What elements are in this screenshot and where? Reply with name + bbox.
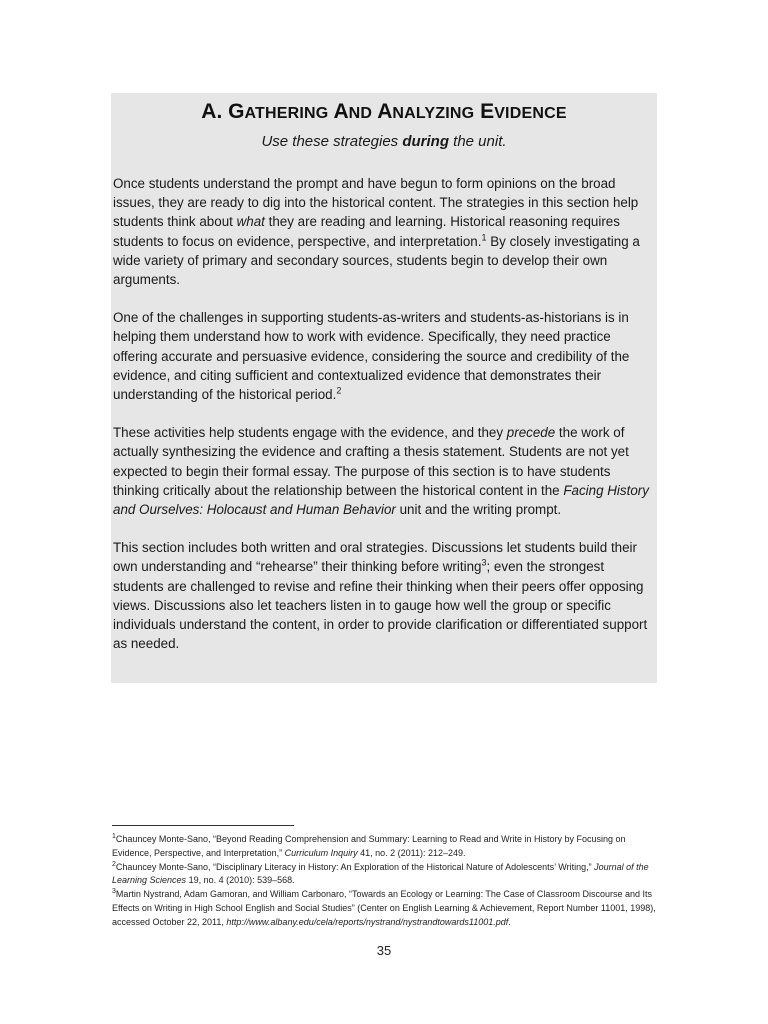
footnote-divider — [112, 825, 294, 826]
footnote-2: $^2$Chauncey Monte-Sano, “Disciplinary Literacy in History: An Exploration of the Historical Nature of Adolescents’ Writing,” Journal of the Learning Sciences 19, no. 4 (2010): 539–568. — [112, 860, 649, 886]
title-prefix: A. — [201, 100, 223, 123]
footnote-3: $^3$Martin Nystrand, Adam Gamoran, and William Carbonaro, “Towards an Ecology or Learning: The Case of Classroom Discourse and Its Effects on Writing in High School English and Social Studies” (Center on English Learning & Achievement, Report Number 11001, 1998), accessed October 22, 2011, http://www.albany.edu/cela/reports/nystrand/nystrandtowards11001.pdf. — [112, 888, 656, 927]
footnote-ref-3[interactable]: 3 — [481, 557, 487, 568]
footnote-ref-2[interactable]: 2 — [336, 385, 342, 396]
paragraph-4: This section includes both written and oral strategies. Discussions let students build their own understanding and “rehearse” their thinking before writing$^3$; even the strongest students are challenged to revise and refine their thinking when their peers offer opposing views. Discussions also let teachers listen in to gauge how well the group or specific individuals understand the content, in order to provide clarification or differentiated support as needed. — [113, 540, 648, 652]
section-subtitle: Use these strategies during the unit. — [261, 133, 507, 150]
page-number: 35 — [376, 943, 392, 958]
paragraph-2: One of the challenges in supporting students-as-writers and students-as-historians is in helping them understand how to work with evidence. Specifically, they need practice offering accurate and persuasive evidence, considering the source and credibility of the evidence, and citing sufficient and contextualized evidence that demonstrates their understanding of the historical period.$^2$ — [113, 310, 630, 403]
section-box — [111, 93, 657, 683]
footnote-1: $^1$Chauncey Monte-Sano, “Beyond Reading Comprehension and Summary: Learning to Read and Write in History by Focusing on Evidence, Perspective, and Interpretation,” Curriculum Inquiry 41, no. 2 (2011): 212–249. — [112, 833, 626, 858]
paragraph-3: These activities help students engage with the evidence, and they precede the work of actually synthesizing the evidence and crafting a thesis statement. Students are not yet expected to begin their formal essay. The purpose of this section is to have students thinking critically about the relationship between the historical content in the Facing History and Ourselves: Holocaust and Human Behavior unit and the writing prompt. — [113, 425, 649, 518]
footnote-ref-1[interactable]: 1 — [481, 232, 487, 243]
footnote-3-link[interactable]: http://www.albany.edu/cela/reports/nystrand/nystrandtowards11001.pdf — [226, 916, 509, 927]
paragraph-1: Once students understand the prompt and have begun to form opinions on the broad issues, they are ready to dig into the historical content. The strategies in this section help students think about what they are reading and learning. Historical reasoning requires students to focus on evidence, perspective, and interpretation.$^1$ By closely investigating a wide variety of primary and secondary sources, students begin to develop their own arguments. — [113, 176, 640, 288]
section-title: A. GATHERING AND ANALYZING EVIDENCE — [201, 100, 567, 123]
footnotes — [112, 833, 657, 930]
